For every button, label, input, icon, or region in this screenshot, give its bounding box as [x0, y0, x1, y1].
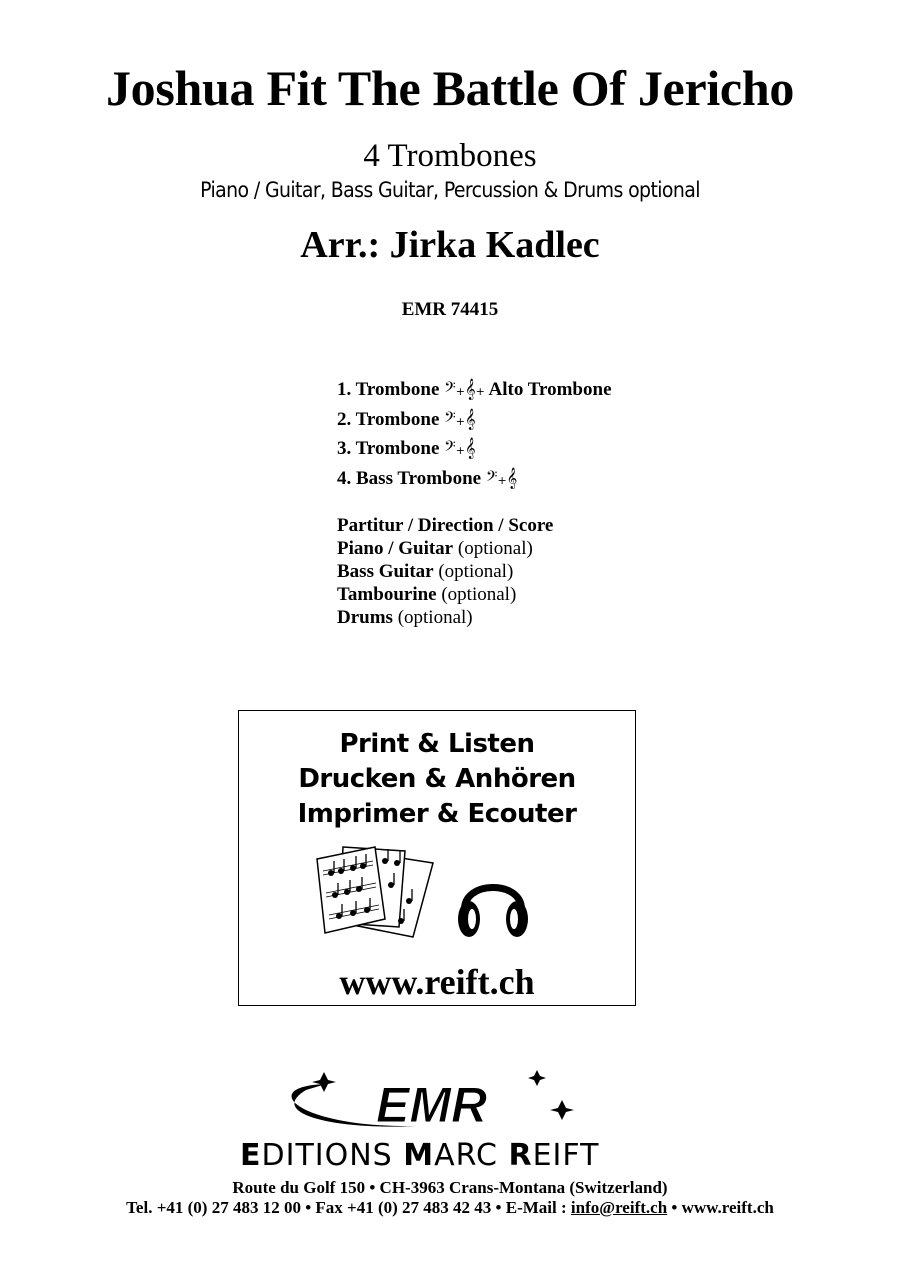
score-item: Drums (optional) [337, 607, 473, 628]
optional-instrumentation: Piano / Guitar, Bass Guitar, Percussion & Drums optional [200, 178, 700, 202]
arranger-credit: Arr.: Jirka Kadlec [300, 224, 600, 266]
part-item: 2. Trombone 𝄢+𝄞 [337, 408, 476, 430]
part-label: 3. Trombone [337, 438, 440, 459]
score-title: Joshua Fit The Battle Of Jericho [105, 60, 795, 116]
score-contents [337, 514, 553, 629]
bass-clef-icon: 𝄢 [444, 408, 456, 430]
promo-line-de: Drucken & Anhören [298, 764, 576, 794]
catalog-number: EMR 74415 [401, 299, 499, 320]
bass-clef-icon: 𝄢 [444, 438, 456, 459]
publisher-name: EDITIONS MARC REIFT [240, 1138, 600, 1173]
publisher-contact: Tel. +41 (0) 27 483 12 00 • Fax +41 (0) 27 483 42 43 • E-Mail : info@reift.ch • www.reift.ch [126, 1198, 774, 1217]
part-item: 3. Trombone 𝄢+𝄞 [337, 438, 476, 459]
parts-list [337, 377, 612, 495]
part-item: 4. Bass Trombone 𝄢+𝄞 [337, 467, 518, 489]
treble-clef-icon: 𝄞 [464, 408, 476, 430]
score-item: Partitur / Direction / Score [337, 515, 554, 536]
bass-clef-icon: 𝄢 [485, 467, 498, 489]
score-item: Piano / Guitar (optional) [337, 538, 533, 559]
promo-line-fr: Imprimer & Ecouter [297, 799, 577, 829]
score-item: Bass Guitar (optional) [337, 561, 514, 582]
part-item: 1. Trombone 𝄢+𝄞+ Alto Trombone [337, 379, 612, 400]
print-listen-box [238, 710, 636, 1006]
treble-clef-icon: 𝄞 [506, 467, 518, 489]
ensemble-subtitle: 4 Trombones [363, 138, 537, 174]
part-label: 4. Bass Trombone [337, 467, 482, 489]
bass-clef-icon: 𝄢 [444, 379, 456, 400]
publisher-address: Route du Golf 150 • CH-3963 Crans-Montana (Switzerland) [232, 1178, 668, 1197]
emr-logo-icon [236, 1070, 576, 1136]
logo-text: EMR [376, 1077, 488, 1133]
promo-line-en: Print & Listen [339, 729, 535, 759]
score-item: Tambourine (optional) [337, 584, 517, 605]
part-label: 2. Trombone [337, 408, 440, 430]
sheet-music-icon [313, 841, 443, 941]
treble-clef-icon: 𝄞 [464, 379, 476, 400]
website-url[interactable]: www.reift.ch [339, 962, 535, 1002]
part-label: 1. Trombone [337, 379, 440, 400]
headphones-icon [455, 861, 531, 941]
treble-clef-icon: 𝄞 [464, 438, 476, 459]
part-extra: Alto Trombone [488, 379, 612, 400]
email-link[interactable]: info@reift.ch [570, 1198, 668, 1217]
